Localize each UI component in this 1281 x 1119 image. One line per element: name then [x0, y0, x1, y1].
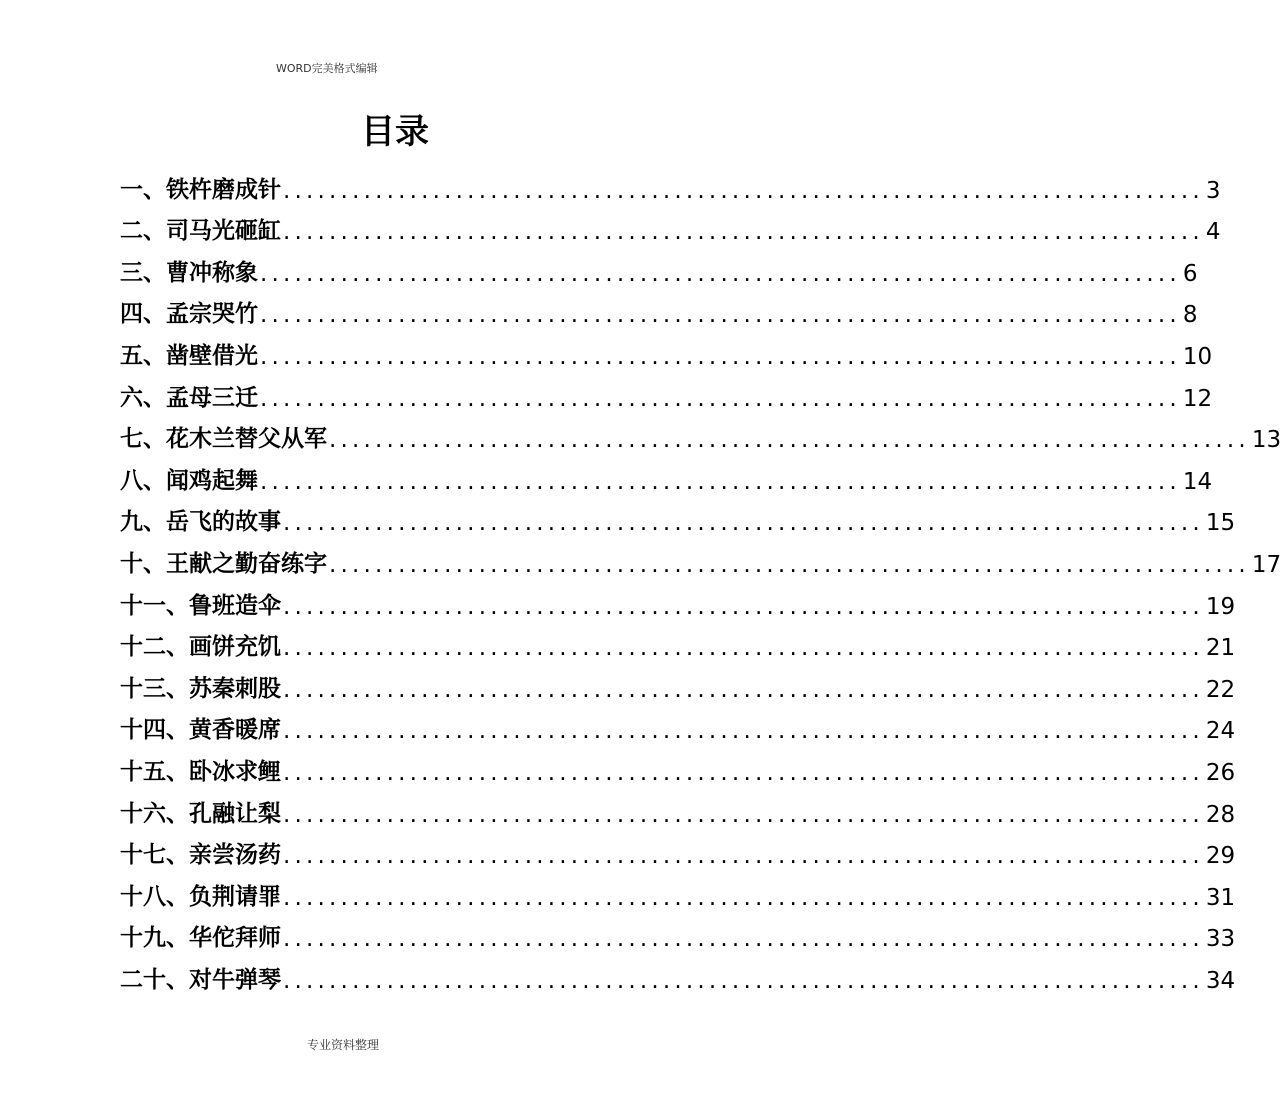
toc-entry-label: 十九、华佗拜师	[120, 925, 281, 952]
toc-entry-label: 十八、负荆请罪	[120, 883, 281, 910]
toc-entry[interactable]	[120, 744, 1236, 786]
toc-entry[interactable]	[120, 162, 1221, 204]
toc-leader-dots: ................................................................................	[283, 676, 1204, 703]
toc-entry[interactable]	[120, 786, 1236, 828]
toc-entry[interactable]	[120, 204, 1221, 246]
toc-entry-page-number: 24	[1205, 718, 1236, 745]
toc-entry-page-number: 31	[1205, 884, 1236, 911]
toc-entry-page-number: 8	[1182, 302, 1198, 329]
toc-entry[interactable]	[120, 245, 1198, 287]
toc-title: 目录	[361, 112, 429, 152]
toc-entry-label: 十七、亲尝汤药	[120, 842, 281, 869]
toc-leader-dots: ................................................................................	[260, 260, 1181, 287]
toc-entry-label: 八、闻鸡起舞	[120, 467, 258, 494]
toc-leader-dots: ................................................................................	[283, 177, 1204, 204]
toc-entry-page-number: 3	[1205, 177, 1221, 204]
toc-entry-label: 十四、黄香暖席	[120, 717, 281, 744]
toc-entry-page-number: 10	[1182, 343, 1213, 370]
toc-entry-label: 十五、卧冰求鲤	[120, 758, 281, 785]
toc-entry-label: 七、花木兰替父从军	[120, 426, 327, 453]
toc-entry[interactable]	[120, 536, 1281, 578]
toc-entry-page-number: 15	[1205, 510, 1236, 537]
toc-entry-page-number: 19	[1205, 593, 1236, 620]
toc-entry-label: 一、铁杵磨成针	[120, 176, 281, 203]
toc-entry-label: 九、岳飞的故事	[120, 509, 281, 536]
toc-entry-label: 十三、苏秦刺股	[120, 675, 281, 702]
toc-entry[interactable]	[120, 495, 1236, 537]
toc-leader-dots: ................................................................................	[260, 468, 1181, 495]
toc-entry-page-number: 17	[1251, 551, 1281, 578]
toc-entry[interactable]	[120, 328, 1213, 370]
toc-entry-page-number: 21	[1205, 635, 1236, 662]
toc-leader-dots: ................................................................................	[283, 718, 1204, 745]
toc-leader-dots: ................................................................................	[329, 427, 1250, 454]
toc-entry[interactable]	[120, 370, 1213, 412]
toc-entry-label: 十一、鲁班造伞	[120, 592, 281, 619]
toc-entry-label: 六、孟母三迁	[120, 384, 258, 411]
page-footer: 专业资料整理	[307, 1038, 380, 1052]
toc-entry-page-number: 13	[1251, 427, 1281, 454]
toc-entry-page-number: 29	[1205, 843, 1236, 870]
toc-entry-label: 十六、孔融让梨	[120, 800, 281, 827]
toc-leader-dots: ................................................................................	[283, 926, 1204, 953]
toc-leader-dots: ................................................................................	[283, 635, 1204, 662]
toc-entry-page-number: 34	[1205, 967, 1236, 994]
toc-entry[interactable]	[120, 869, 1236, 911]
toc-entry-label: 三、曹冲称象	[120, 259, 258, 286]
toc-entry[interactable]	[120, 828, 1236, 870]
toc-leader-dots: ................................................................................	[283, 967, 1204, 994]
toc-leader-dots: ................................................................................	[260, 385, 1181, 412]
toc-leader-dots: ................................................................................	[283, 801, 1204, 828]
toc-leader-dots: ................................................................................	[283, 219, 1204, 246]
table-of-contents	[120, 162, 1281, 994]
toc-entry[interactable]	[120, 412, 1281, 454]
toc-entry-label: 四、孟宗哭竹	[120, 301, 258, 328]
toc-leader-dots: ................................................................................	[283, 510, 1204, 537]
toc-entry-page-number: 4	[1205, 219, 1221, 246]
toc-entry-label: 二、司马光砸缸	[120, 218, 281, 245]
toc-entry[interactable]	[120, 620, 1236, 662]
toc-leader-dots: ................................................................................	[260, 302, 1181, 329]
toc-entry-label: 十、王献之勤奋练字	[120, 550, 327, 577]
toc-entry-page-number: 22	[1205, 676, 1236, 703]
toc-leader-dots: ................................................................................	[329, 551, 1250, 578]
toc-entry[interactable]	[120, 661, 1236, 703]
toc-entry-label: 五、凿壁借光	[120, 342, 258, 369]
toc-leader-dots: ................................................................................	[283, 759, 1204, 786]
toc-entry[interactable]	[120, 578, 1236, 620]
toc-leader-dots: ................................................................................	[283, 843, 1204, 870]
toc-entry-page-number: 28	[1205, 801, 1236, 828]
toc-entry-page-number: 12	[1182, 385, 1213, 412]
toc-entry-page-number: 6	[1182, 260, 1198, 287]
toc-leader-dots: ................................................................................	[260, 343, 1181, 370]
toc-entry[interactable]	[120, 703, 1236, 745]
toc-entry-label: 十二、画饼充饥	[120, 634, 281, 661]
toc-entry-page-number: 33	[1205, 926, 1236, 953]
toc-entry[interactable]	[120, 952, 1236, 994]
toc-entry-page-number: 14	[1182, 468, 1213, 495]
page-header: WORD完美格式编辑	[276, 62, 378, 75]
toc-entry-page-number: 26	[1205, 759, 1236, 786]
toc-entry[interactable]	[120, 911, 1236, 953]
toc-leader-dots: ................................................................................	[283, 593, 1204, 620]
toc-entry[interactable]	[120, 453, 1213, 495]
toc-leader-dots: ................................................................................	[283, 884, 1204, 911]
toc-entry[interactable]	[120, 287, 1198, 329]
toc-entry-label: 二十、对牛弹琴	[120, 966, 281, 993]
